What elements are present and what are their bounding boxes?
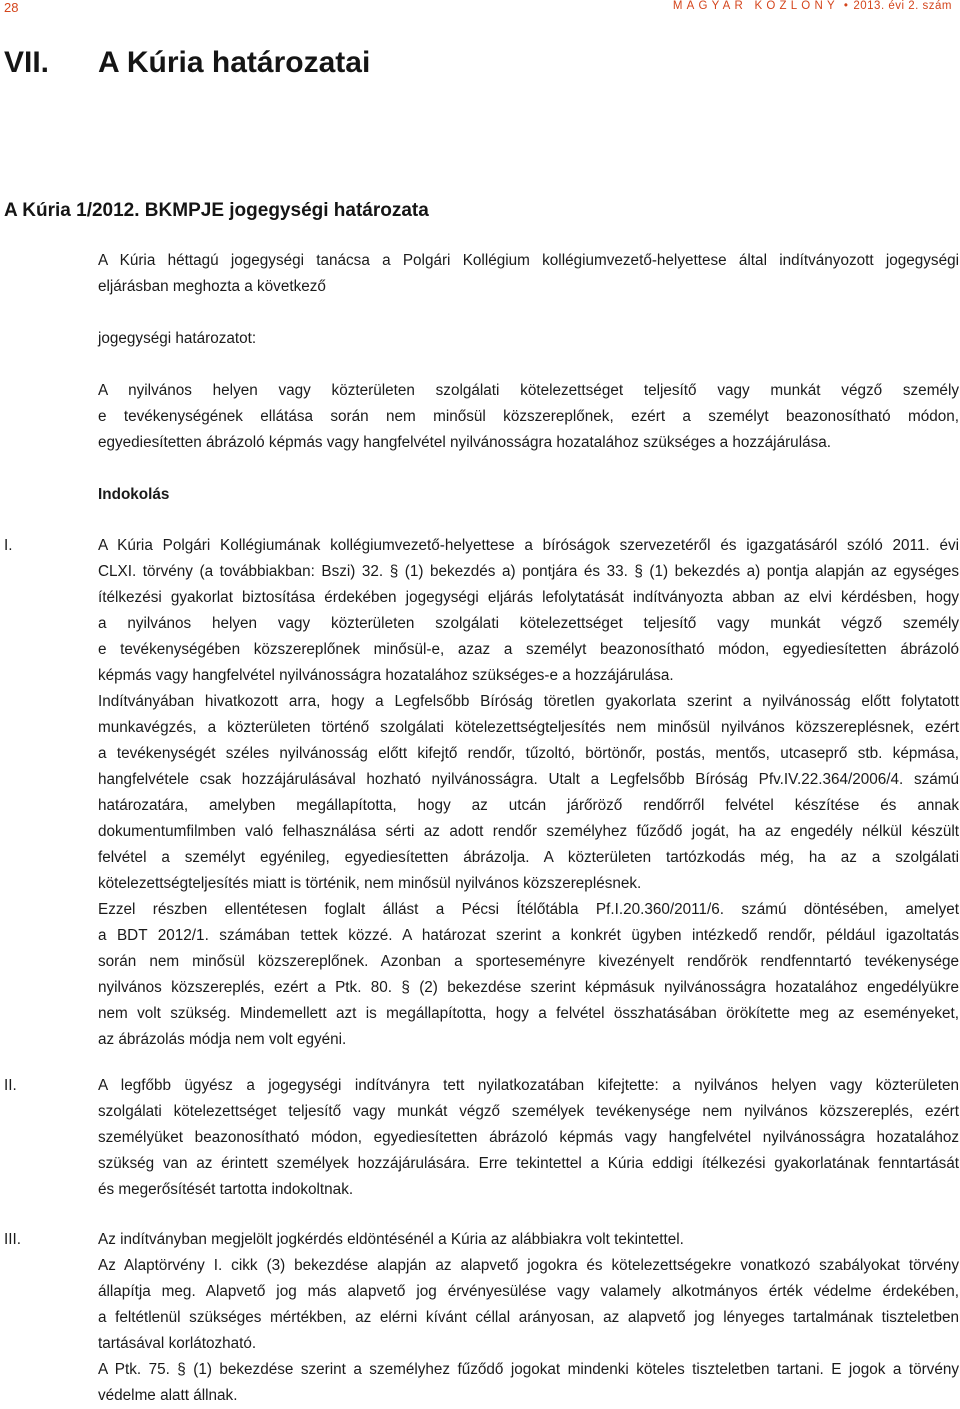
section-numeral: II.	[4, 1077, 17, 1094]
text-line: állapítja meg. Alapvető jog más alapvető jog érvényesülése vagy valamely alkotmányos érték védelme érdekében,	[98, 1283, 959, 1300]
section-numeral: I.	[4, 537, 13, 554]
section-i-body	[98, 533, 959, 1053]
reasoning-heading: Indokolás	[98, 486, 170, 503]
text-line: CLXI. törvény (a továbbiakban: Bszi) 32. § (1) bekezdés a) pontjára és 33. § (1) bekezdés a) pontja alapján az egységes	[98, 563, 959, 580]
decision-text	[98, 378, 959, 456]
text-line: A Kúria héttagú jogegységi tanácsa a Polgári Kollégium kollégiumvezető-helyettese által indítványozott jogegységi	[98, 252, 959, 269]
text-line: során nem minősül közszereplőnek. Azonban a sporteseményre kivezényelt rendőrök rendfenntartó tevékenysége	[98, 953, 959, 970]
running-head	[673, 0, 952, 12]
text-line: munkavégzés, a közterületen történő szolgálati kötelezettségteljesítés nem minősül nyilvános közszereplésnek, ezért	[98, 719, 959, 736]
text-line: Az indítványban megjelölt jogkérdés eldöntésénél a Kúria az alábbiakra volt tekintettel.	[98, 1231, 684, 1248]
chapter-heading	[4, 46, 370, 80]
section-ii-body	[98, 1073, 959, 1203]
text-line: dokumentumfilmben való felhasználása sérti az adott rendőr személyhez fűződő jogát, ha az engedély nélkül készült	[98, 823, 959, 840]
text-line: e tevékenységének ellátása során nem minősül közszereplőnek, ezért a személyt beazonosítható módon,	[98, 408, 959, 425]
text-line: A nyilvános helyen vagy közterületen szolgálati kötelezettséget teljesítő vagy munkát végző személy	[98, 382, 959, 399]
text-line: szükség van az érintett személyek hozzájárulására. Erre tekintettel a Kúria eddigi ítélkezési gyakorlatának fenntartását	[98, 1155, 959, 1172]
issue-label: 2013. évi 2. szám	[853, 0, 952, 12]
chapter-title: A Kúria határozatai	[98, 46, 371, 79]
chapter-number: VII.	[4, 46, 50, 79]
text-line: tartásával korlátozható.	[98, 1335, 257, 1352]
journal-name: MAGYAR KÖZLÖNY	[672, 0, 839, 12]
text-line: képmás vagy hangfelvétel nyilvánosságra hozatalához szükséges-e a hozzájárulása.	[98, 667, 674, 684]
text-line: A Kúria Polgári Kollégiumának kollégiumvezető-helyettese a bíróságok szervezetéről és igazgatásáról szóló 2011. évi	[98, 537, 959, 554]
decision-label: jogegységi határozatot:	[98, 330, 257, 347]
text-line: a BDT 2012/1. számában tettek közzé. A határozat szerint a konkrét ügyben intézkedő rendőr, például igazoltatás	[98, 927, 959, 944]
section-iii-body	[98, 1227, 959, 1409]
text-line: szolgálati kötelezettséget teljesítő vagy munkát végző személyek tevékenysége nem nyilvános közszereplés, ezért	[98, 1103, 959, 1120]
text-line: eljárásban meghozta a következő	[98, 278, 326, 295]
text-line: Ezzel részben ellentétesen foglalt állást a Pécsi Ítélőtábla Pf.I.20.360/2011/6. számú döntésében, amelyet	[98, 901, 959, 918]
text-line: A Ptk. 75. § (1) bekezdése szerint a személyhez fűződő jogokat mindenki köteles tiszteletben tartani. E jogok a törvény	[98, 1361, 959, 1378]
text-line: személyüket beazonosítható módon, egyediesítetten ábrázoló képmás vagy hangfelvétel nyilvánosságra hozatalához	[98, 1129, 959, 1146]
text-line: Indítványában hivatkozott arra, hogy a Legfelsőbb Bíróság töretlen gyakorlata szerint a nyilvánosság előtt folytatott	[98, 693, 959, 710]
text-line: egyediesítetten ábrázoló képmás vagy hangfelvétel nyilvánosságra hozatalához szükséges a hozzájárulása.	[98, 434, 832, 451]
running-header	[0, 0, 960, 22]
text-line: az ábrázolás módja nem volt egyéni.	[98, 1031, 347, 1048]
text-line: A legfőbb ügyész a jogegységi indítványra tett nyilatkozatában kifejtette: a nyilvános helyen vagy közterületen	[98, 1077, 959, 1094]
text-line: védelme alatt állnak.	[98, 1387, 238, 1404]
text-line: hangfelvétele csak hozzájárulásával hozható nyilvánosságra. Utalt a Legfelsőbb Bíróság Pfv.IV.22.364/2006/4. számú	[98, 771, 959, 788]
text-line: nem volt szükség. Mindemellett azt is megállapította, hogy a felvétel összhatásában örökítette meg az eseményeket,	[98, 1005, 959, 1022]
text-line: felvétel a személyt egyénileg, egyediesítetten ábrázolja. A közterületen tartózkodás még, ha az a szolgálati	[98, 849, 959, 866]
text-line: és megerősítését tartotta indokoltnak.	[98, 1181, 354, 1198]
page-number: 28	[4, 0, 19, 15]
intro-paragraph	[98, 248, 959, 300]
text-line: ítélkezési gyakorlat biztosítása érdekében jogegységi eljárás lefolytatását indítványozta abban az elvi kérdésben, hogy	[98, 589, 959, 606]
text-line: a tevékenységét széles nyilvánosság előtt kifejtő rendőr, tűzoltó, börtönőr, postás, mentős, utcaseprő stb. képmása,	[98, 745, 959, 762]
separator-bullet: •	[843, 0, 849, 12]
decision-title: A Kúria 1/2012. BKMPJE jogegységi határozata	[4, 200, 429, 221]
text-line: e tevékenységében közszereplőnek minősül-e, azaz a személyt beazonosítható módon, egyediesítetten ábrázoló	[98, 641, 959, 658]
text-line: nyilvános közszereplés, ezért a Ptk. 80. § (2) bekezdése szerint képmásuk nyilvánosságra hozatalához engedélyükre	[98, 979, 959, 996]
text-line: határozatára, amelyben megállapította, hogy az utcán járőröző rendőrről felvétel készítése és annak	[98, 797, 959, 814]
section-numeral: III.	[4, 1231, 21, 1248]
text-line: a nyilvános helyen vagy közterületen szolgálati kötelezettséget teljesítő vagy munkát végző személy	[98, 615, 959, 632]
text-line: a feltétlenül szükséges mértékben, az elérni kívánt céllal arányosan, az alapvető jog lényeges tartalmának tiszteletben	[98, 1309, 959, 1326]
text-line: Az Alaptörvény I. cikk (3) bekezdése alapján az alapvető jogokra és kötelezettségekre vonatkozó szabályokat törvény	[98, 1257, 959, 1274]
text-line: kötelezettségteljesítés miatt is történik, nem minősül nyilvános közszereplésnek.	[98, 875, 642, 892]
